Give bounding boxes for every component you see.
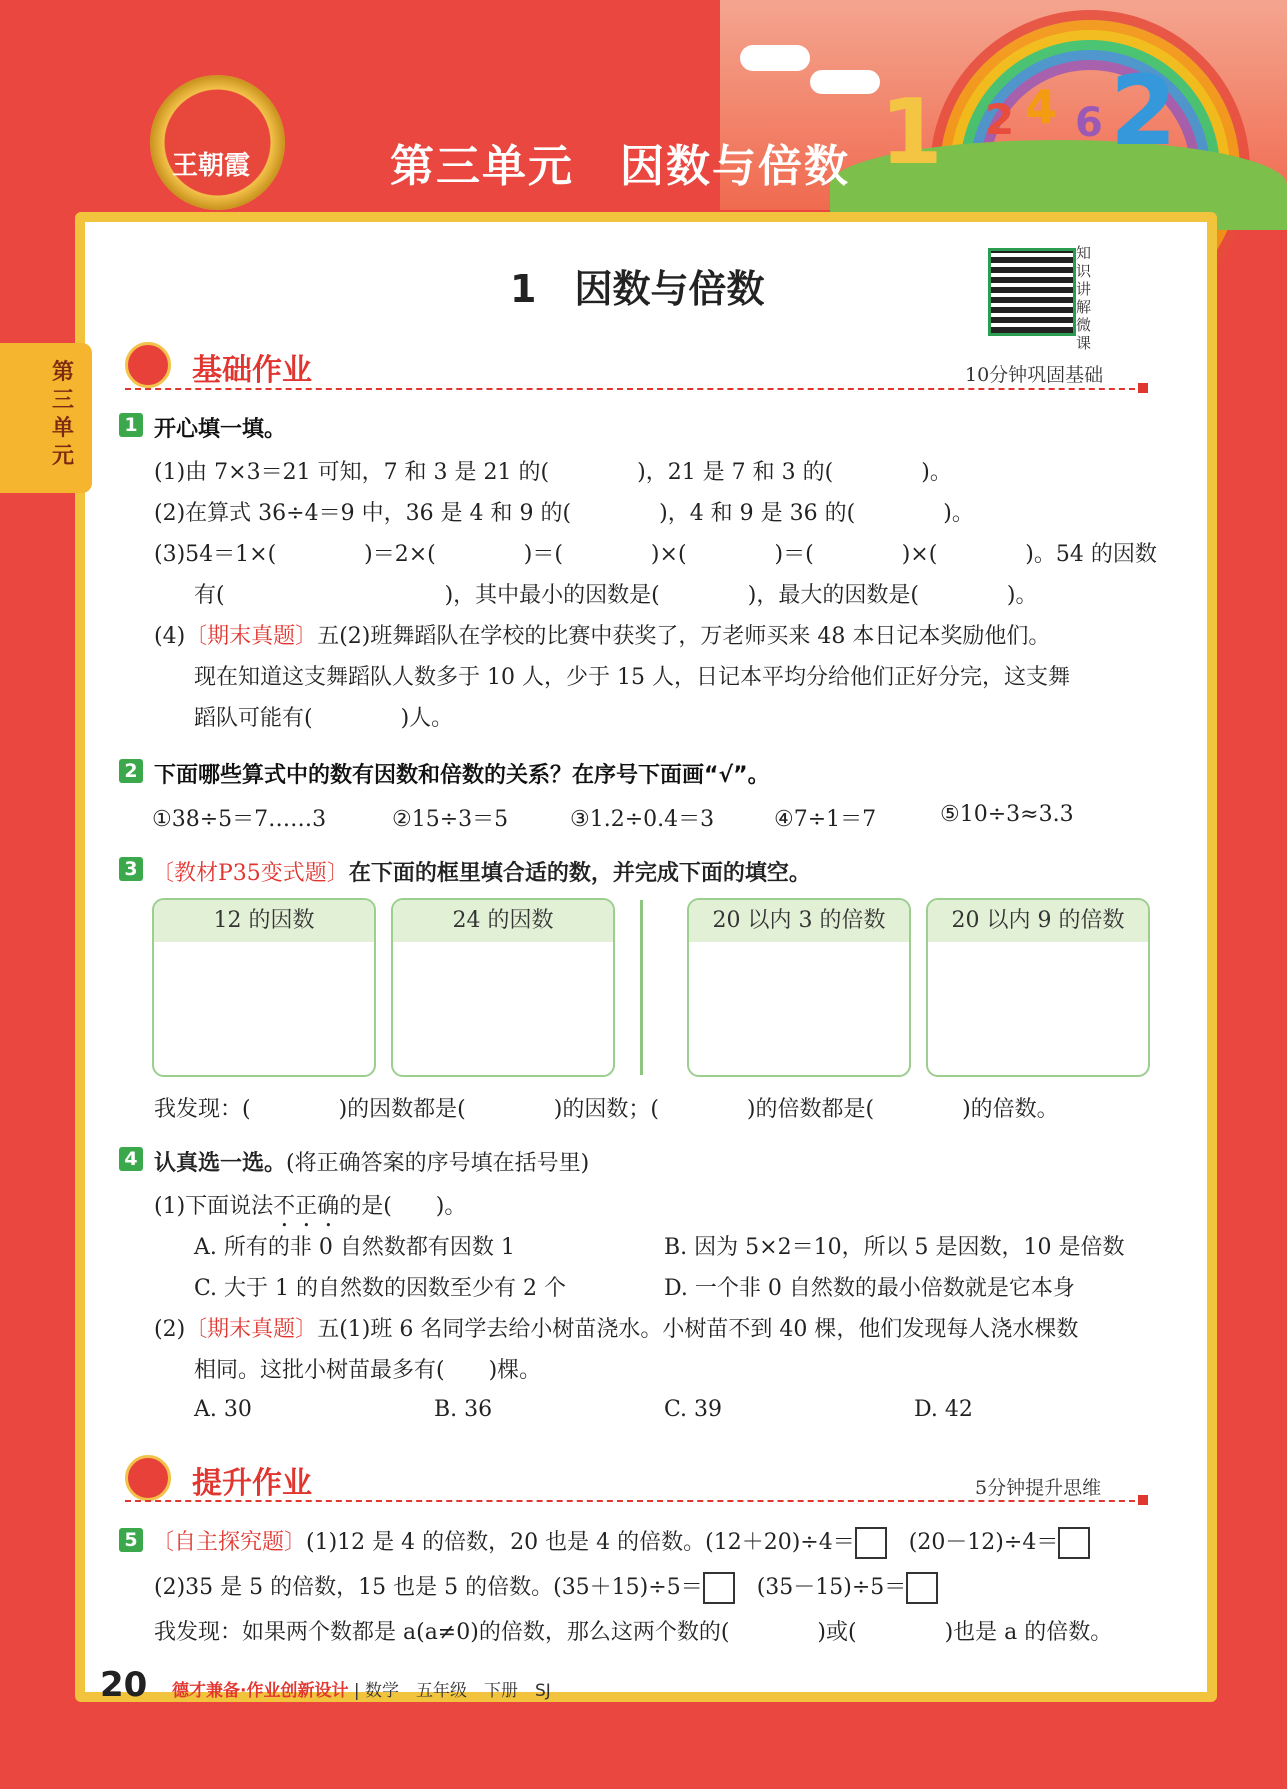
q4-part1-post: 的是( )。 <box>339 1194 467 1219</box>
q4-part2-line2: 相同。这批小树苗最多有( )棵。 <box>194 1358 542 1383</box>
footer-text <box>172 1676 551 1701</box>
q5-line2 <box>154 1570 938 1604</box>
q5-line2-text2: (35－15)÷5＝ <box>756 1575 907 1600</box>
q4-heading <box>154 1146 589 1177</box>
q1-line5-text: 五(2)班舞蹈队在学校的比赛中获奖了，万老师买来 48 本日记本奖励他们。 <box>317 624 1051 649</box>
q2-item: ④7÷1＝7 <box>774 807 877 832</box>
q5-line2-text: (2)35 是 5 的倍数，15 也是 5 的倍数。(35＋15)÷5＝ <box>154 1575 703 1600</box>
band-note-advanced: 5分钟提升思维 <box>975 1477 1102 1499</box>
answer-box-title: 24 的因数 <box>393 900 613 942</box>
q1-line2: (2)在算式 36÷4＝9 中，36 是 4 和 9 的( )，4 和 9 是 36 的( )。 <box>154 501 974 526</box>
logo-name: 王朝霞 <box>172 151 251 181</box>
question-number: 1 <box>119 413 143 437</box>
answer-square[interactable] <box>855 1527 887 1559</box>
answer-square[interactable] <box>703 1572 735 1604</box>
q2-item: ①38÷5＝7……3 <box>152 807 327 832</box>
qr-label: 知识讲解微课 <box>1076 244 1092 352</box>
choice-d: D. 42 <box>914 1397 973 1422</box>
option-b: B. 因为 5×2＝10，所以 5 是因数，10 是倍数 <box>664 1235 1125 1260</box>
deco-number-1: 1 <box>880 80 943 185</box>
answer-box[interactable] <box>926 898 1150 1077</box>
deco-number-4: 6 <box>1075 100 1103 146</box>
q3-heading <box>152 856 811 887</box>
vine-divider <box>640 900 663 1075</box>
footer-info: | 数学 五年级 下册 SJ <box>353 1681 551 1701</box>
section-title: 1 因数与倍数 <box>510 267 765 311</box>
q1-line7: 蹈队可能有( )人。 <box>194 706 454 731</box>
answer-box[interactable] <box>391 898 615 1077</box>
choice-b: B. 36 <box>434 1397 493 1422</box>
q4-heading-text: 认真选一选。 <box>154 1151 287 1176</box>
question-number: 4 <box>119 1147 143 1171</box>
q1-line6: 现在知道这支舞蹈队人数多于 10 人，少于 15 人，日记本平均分给他们正好分完，这支舞 <box>194 665 1070 690</box>
q1-line4: 有( )，其中最小的因数是( )，最大的因数是( )。 <box>194 583 1038 608</box>
qr-code-icon[interactable] <box>988 248 1076 336</box>
question-number: 5 <box>119 1528 143 1552</box>
footer-brand: 德才兼备·作业创新设计 <box>172 1681 349 1701</box>
unit-title: 第三单元 因数与倍数 <box>390 141 850 192</box>
q4-part2-pre: (2) <box>154 1317 186 1342</box>
exam-tag: 〔期末真题〕 <box>185 1317 318 1342</box>
q2-item: ③1.2÷0.4＝3 <box>570 807 715 832</box>
q3-heading-text: 在下面的框里填合适的数，并完成下面的填空。 <box>348 861 811 886</box>
q4-part2 <box>154 1312 1078 1343</box>
answer-square[interactable] <box>1058 1527 1090 1559</box>
option-c: C. 大于 1 的自然数的因数至少有 2 个 <box>194 1276 567 1301</box>
question-number: 2 <box>119 759 143 783</box>
deco-number-2: 2 <box>985 95 1015 144</box>
q5-line1-text2: (20－12)÷4＝ <box>908 1530 1059 1555</box>
band-title-basic: 基础作业 <box>192 353 312 388</box>
q4-heading-note: (将正确答案的序号填在括号里) <box>286 1151 590 1176</box>
answer-box[interactable] <box>152 898 376 1077</box>
cloud-icon <box>740 45 810 71</box>
band-note-basic: 10分钟巩固基础 <box>965 364 1104 386</box>
brand-logo <box>150 75 285 210</box>
textbook-tag: 〔教材P35变式题〕 <box>152 861 349 886</box>
q1-line5 <box>154 619 1050 650</box>
q3-finding: 我发现：( )的因数都是( )的因数；( )的倍数都是( )的倍数。 <box>154 1097 1059 1122</box>
choice-c: C. 39 <box>664 1397 723 1422</box>
bell-icon <box>125 1455 171 1501</box>
q5-line1 <box>152 1525 1090 1559</box>
answer-box-title: 20 以内 9 的倍数 <box>928 900 1148 942</box>
q1-sub-label: (4) <box>154 624 186 649</box>
page-number: 20 <box>100 1665 148 1705</box>
divider-end <box>1138 1495 1148 1505</box>
question-heading: 开心填一填。 <box>154 417 287 442</box>
q4-part1-pre: (1)下面说法 <box>154 1194 274 1219</box>
divider <box>125 388 1145 390</box>
band-title-advanced: 提升作业 <box>192 1466 312 1501</box>
question-heading: 下面哪些算式中的数有因数和倍数的关系？在序号下面画“√”。 <box>154 763 770 788</box>
question-number: 3 <box>119 857 143 881</box>
q1-line1: (1)由 7×3＝21 可知，7 和 3 是 21 的( )，21 是 7 和 3 的( )。 <box>154 460 952 485</box>
cloud-icon <box>810 70 880 94</box>
deco-number-3: 4 <box>1025 80 1058 134</box>
answer-box-title: 20 以内 3 的倍数 <box>689 900 909 942</box>
option-a: A. 所有的非 0 自然数都有因数 1 <box>194 1235 515 1260</box>
answer-square[interactable] <box>906 1572 938 1604</box>
q2-item: ②15÷3＝5 <box>392 807 509 832</box>
answer-box[interactable] <box>687 898 911 1077</box>
q4-part1 <box>154 1189 466 1232</box>
answer-box-title: 12 的因数 <box>154 900 374 942</box>
q2-item: ⑤10÷3≈3.3 <box>940 802 1074 827</box>
option-d: D. 一个非 0 自然数的最小倍数就是它本身 <box>664 1276 1075 1301</box>
side-tab-label: 第三单元 <box>52 360 75 469</box>
choice-a: A. 30 <box>194 1397 252 1422</box>
q5-line3: 我发现：如果两个数都是 a(a≠0)的倍数，那么这两个数的( )或( )也是 a 的倍数。 <box>154 1620 1113 1645</box>
bell-icon <box>125 342 171 388</box>
q1-line3: (3)54＝1×( )＝2×( )＝( )×( )＝( )×( )。54 的因数 <box>154 542 1157 567</box>
deco-number-5: 2 <box>1110 55 1177 167</box>
explore-tag: 〔自主探究题〕 <box>152 1530 307 1555</box>
side-tab <box>0 343 92 493</box>
q4-part2-text: 五(1)班 6 名同学去给小树苗浇水。小树苗不到 40 棵，他们发现每人浇水棵数 <box>317 1317 1079 1342</box>
divider <box>125 1500 1145 1502</box>
divider-end <box>1138 383 1148 393</box>
emphasis-text: 不正确 <box>273 1194 340 1219</box>
exam-tag: 〔期末真题〕 <box>185 624 318 649</box>
q5-line1-text: (1)12 是 4 的倍数，20 也是 4 的倍数。(12＋20)÷4＝ <box>306 1530 855 1555</box>
